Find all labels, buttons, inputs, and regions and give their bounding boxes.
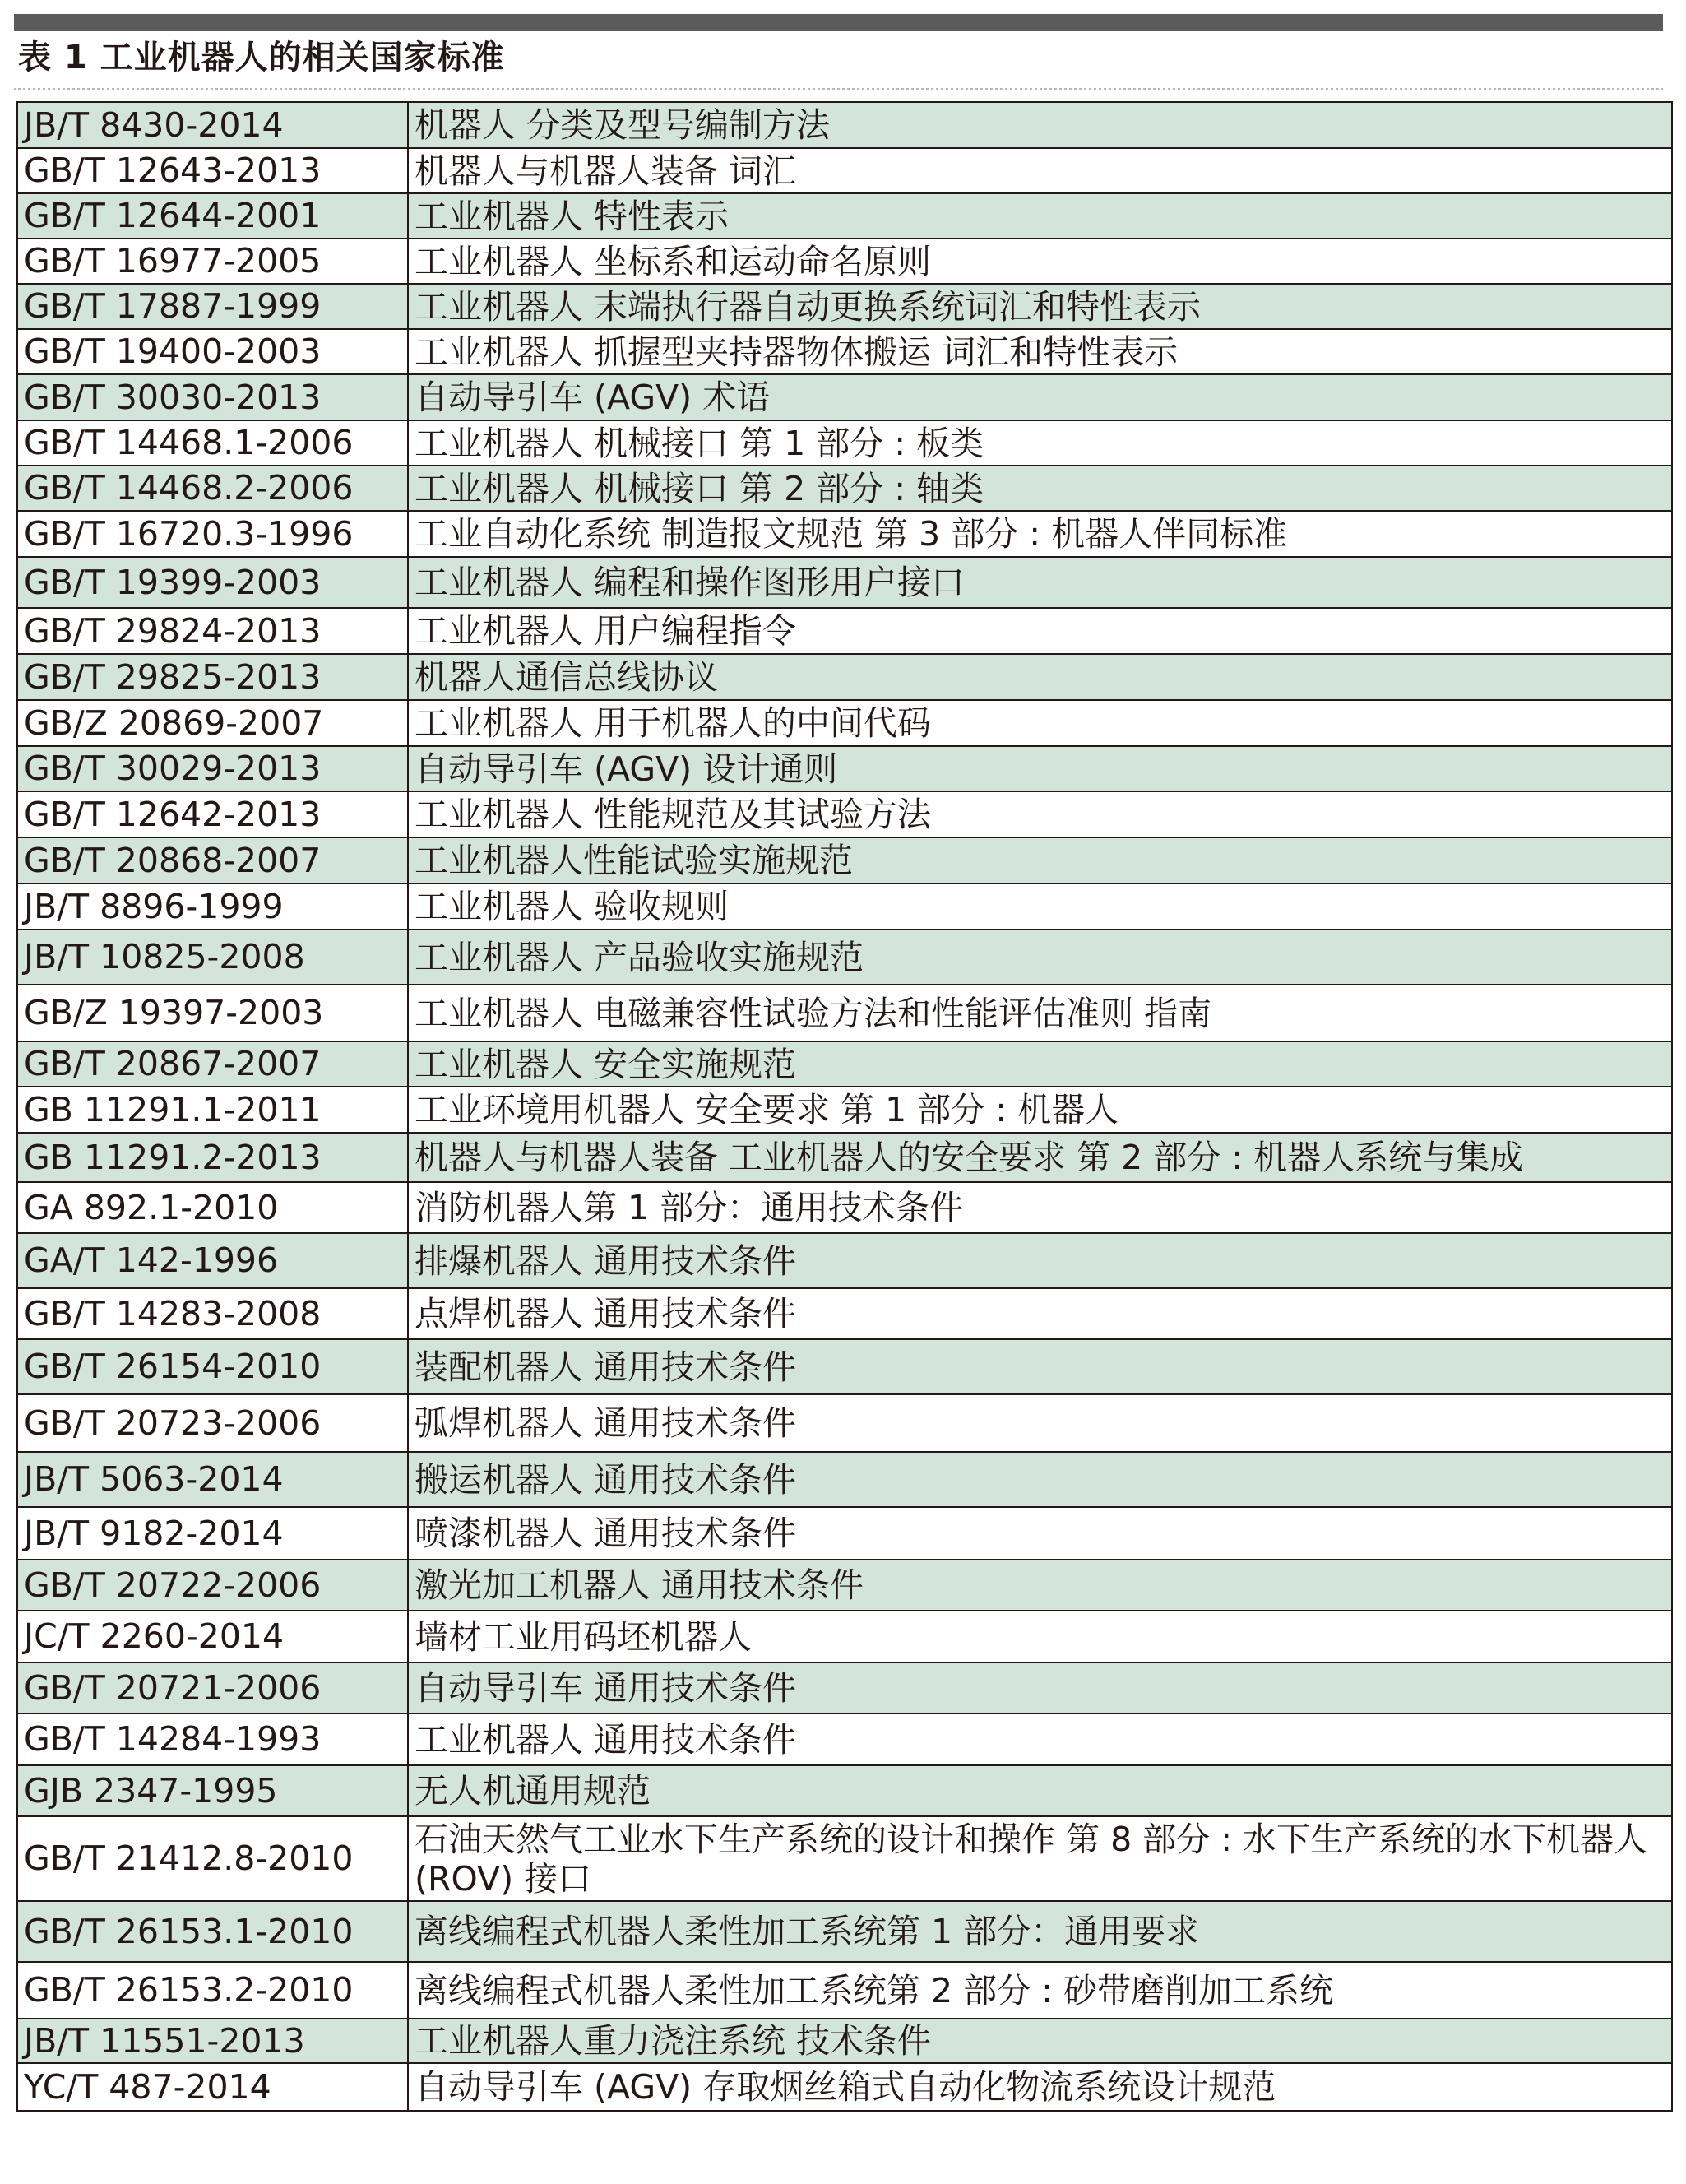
standard-name-cell: 石油天然气工业水下生产系统的设计和操作 第 8 部分 : 水下生产系统的水下机器人 (ROV) 接口 [408,1816,1672,1901]
standard-name-cell: 自动导引车 (AGV) 设计通则 [408,746,1672,791]
table-row [17,883,1672,930]
standard-name-cell: 自动导引车 (AGV) 术语 [408,374,1672,420]
table-row [17,654,1672,700]
table-row [17,1560,1672,1611]
standard-name-cell: 弧焊机器人 通用技术条件 [408,1394,1672,1452]
standard-name-cell: 工业机器人重力浇注系统 技术条件 [408,2019,1672,2063]
standard-name-cell: 工业机器人 性能规范及其试验方法 [408,791,1672,837]
standards-table [16,101,1673,2112]
standard-name-cell: 工业机器人 末端执行器自动更换系统词汇和特性表示 [408,284,1672,329]
standard-code-cell: GB/Z 19397-2003 [17,985,408,1041]
table-row [17,1765,1672,1816]
table-title: 表 1 工业机器人的相关国家标准 [18,39,505,77]
standard-code-cell: GB/T 14468.2-2006 [17,466,408,511]
standard-code-cell: GJB 2347-1995 [17,1765,408,1816]
standard-name-cell: 工业机器人 安全实施规范 [408,1041,1672,1087]
standard-code-cell: GB/Z 20869-2007 [17,700,408,746]
standard-code-cell: GB/T 17887-1999 [17,284,408,329]
table-row [17,1816,1672,1901]
table-row [17,791,1672,837]
standard-name-cell: 激光加工机器人 通用技术条件 [408,1560,1672,1611]
table-row [17,1339,1672,1394]
table-row [17,1087,1672,1133]
table-row [17,930,1672,985]
standard-name-cell: 工业机器人 产品验收实施规范 [408,930,1672,985]
table-row [17,1713,1672,1765]
standard-name-cell: 工业机器人 通用技术条件 [408,1713,1672,1765]
standard-code-cell: JB/T 10825-2008 [17,930,408,985]
standard-name-cell: 工业机器人 抓握型夹持器物体搬运 词汇和特性表示 [408,329,1672,374]
standard-code-cell: GB/T 29825-2013 [17,654,408,700]
standard-name-cell: 喷漆机器人 通用技术条件 [408,1507,1672,1560]
standard-name-cell: 无人机通用规范 [408,1765,1672,1816]
table-row [17,1041,1672,1087]
standard-name-cell: 工业机器人 编程和操作图形用户接口 [408,557,1672,608]
standard-name-cell: 工业机器人 用户编程指令 [408,608,1672,654]
standard-code-cell: GB/T 30029-2013 [17,746,408,791]
standard-code-cell: GB/T 16720.3-1996 [17,511,408,557]
standard-code-cell: GA/T 142-1996 [17,1233,408,1288]
standard-name-cell: 机器人与机器人装备 工业机器人的安全要求 第 2 部分 : 机器人系统与集成 [408,1133,1672,1182]
table-row [17,985,1672,1041]
standard-name-cell: 排爆机器人 通用技术条件 [408,1233,1672,1288]
standard-code-cell: GB/T 21412.8-2010 [17,1816,408,1901]
standard-code-cell: YC/T 487-2014 [17,2063,408,2111]
standard-code-cell: GB 11291.1-2011 [17,1087,408,1133]
standard-code-cell: GB/T 26153.2-2010 [17,1962,408,2019]
table-row [17,1133,1672,1182]
table-row [17,1288,1672,1339]
standard-name-cell: 工业机器人性能试验实施规范 [408,837,1672,883]
standard-code-cell: JB/T 5063-2014 [17,1452,408,1507]
standard-name-cell: 装配机器人 通用技术条件 [408,1339,1672,1394]
standard-code-cell: GB/T 12643-2013 [17,148,408,193]
table-row [17,1611,1672,1662]
standard-name-cell: 工业环境用机器人 安全要求 第 1 部分 : 机器人 [408,1087,1672,1133]
standard-name-cell: 机器人与机器人装备 词汇 [408,148,1672,193]
standard-code-cell: GB/T 26154-2010 [17,1339,408,1394]
table-row [17,284,1672,329]
standard-code-cell: GB/T 29824-2013 [17,608,408,654]
standard-code-cell: GB/T 30030-2013 [17,374,408,420]
standard-code-cell: GB/T 26153.1-2010 [17,1901,408,1962]
standard-name-cell: 搬运机器人 通用技术条件 [408,1452,1672,1507]
standard-code-cell: JB/T 11551-2013 [17,2019,408,2063]
standard-name-cell: 自动导引车 通用技术条件 [408,1662,1672,1713]
table-row [17,239,1672,284]
standard-name-cell: 消防机器人第 1 部分：通用技术条件 [408,1182,1672,1233]
standards-table-wrapper [16,101,1671,2112]
table-row [17,193,1672,239]
standard-name-cell: 机器人 分类及型号编制方法 [408,102,1672,148]
standard-name-cell: 工业机器人 用于机器人的中间代码 [408,700,1672,746]
standard-name-cell: 机器人通信总线协议 [408,654,1672,700]
top-rule [14,14,1663,31]
table-row [17,2019,1672,2063]
table-row [17,511,1672,557]
standard-code-cell: GB/T 20868-2007 [17,837,408,883]
standards-table-body [17,102,1672,2111]
table-row [17,608,1672,654]
table-row [17,1233,1672,1288]
standard-name-cell: 离线编程式机器人柔性加工系统第 1 部分：通用要求 [408,1901,1672,1962]
table-row [17,1962,1672,2019]
standard-code-cell: GB/T 20721-2006 [17,1662,408,1713]
table-row [17,746,1672,791]
standard-code-cell: JB/T 9182-2014 [17,1507,408,1560]
standard-code-cell: GB/T 20723-2006 [17,1394,408,1452]
standard-code-cell: JB/T 8430-2014 [17,102,408,148]
table-row [17,148,1672,193]
standard-code-cell: GB/T 19399-2003 [17,557,408,608]
table-row [17,1452,1672,1507]
standard-code-cell: GB/T 20722-2006 [17,1560,408,1611]
standard-name-cell: 工业机器人 特性表示 [408,193,1672,239]
table-row [17,1182,1672,1233]
dotted-divider [14,88,1663,90]
standard-code-cell: GB 11291.2-2013 [17,1133,408,1182]
standard-name-cell: 工业机器人 电磁兼容性试验方法和性能评估准则 指南 [408,985,1672,1041]
table-row [17,1507,1672,1560]
table-row [17,374,1672,420]
table-row [17,1901,1672,1962]
standard-name-cell: 工业机器人 验收规则 [408,883,1672,930]
standard-code-cell: GA 892.1-2010 [17,1182,408,1233]
standard-code-cell: GB/T 12642-2013 [17,791,408,837]
standard-name-cell: 自动导引车 (AGV) 存取烟丝箱式自动化物流系统设计规范 [408,2063,1672,2111]
standard-name-cell: 工业机器人 机械接口 第 2 部分 : 轴类 [408,466,1672,511]
standard-code-cell: GB/T 16977-2005 [17,239,408,284]
standard-code-cell: GB/T 14283-2008 [17,1288,408,1339]
standard-code-cell: JC/T 2260-2014 [17,1611,408,1662]
table-row [17,557,1672,608]
standard-name-cell: 工业机器人 机械接口 第 1 部分 : 板类 [408,420,1672,466]
standard-name-cell: 离线编程式机器人柔性加工系统第 2 部分 : 砂带磨削加工系统 [408,1962,1672,2019]
standard-name-cell: 工业自动化系统 制造报文规范 第 3 部分 : 机器人伴同标准 [408,511,1672,557]
standard-code-cell: GB/T 19400-2003 [17,329,408,374]
table-row [17,837,1672,883]
standard-code-cell: GB/T 14284-1993 [17,1713,408,1765]
standard-code-cell: GB/T 12644-2001 [17,193,408,239]
table-row [17,1662,1672,1713]
table-row [17,420,1672,466]
table-row [17,102,1672,148]
standard-code-cell: JB/T 8896-1999 [17,883,408,930]
standard-code-cell: GB/T 20867-2007 [17,1041,408,1087]
table-row [17,2063,1672,2111]
table-row [17,700,1672,746]
standard-name-cell: 点焊机器人 通用技术条件 [408,1288,1672,1339]
table-row [17,466,1672,511]
table-row [17,329,1672,374]
standard-name-cell: 墙材工业用码坯机器人 [408,1611,1672,1662]
table-row [17,1394,1672,1452]
standard-name-cell: 工业机器人 坐标系和运动命名原则 [408,239,1672,284]
standard-code-cell: GB/T 14468.1-2006 [17,420,408,466]
